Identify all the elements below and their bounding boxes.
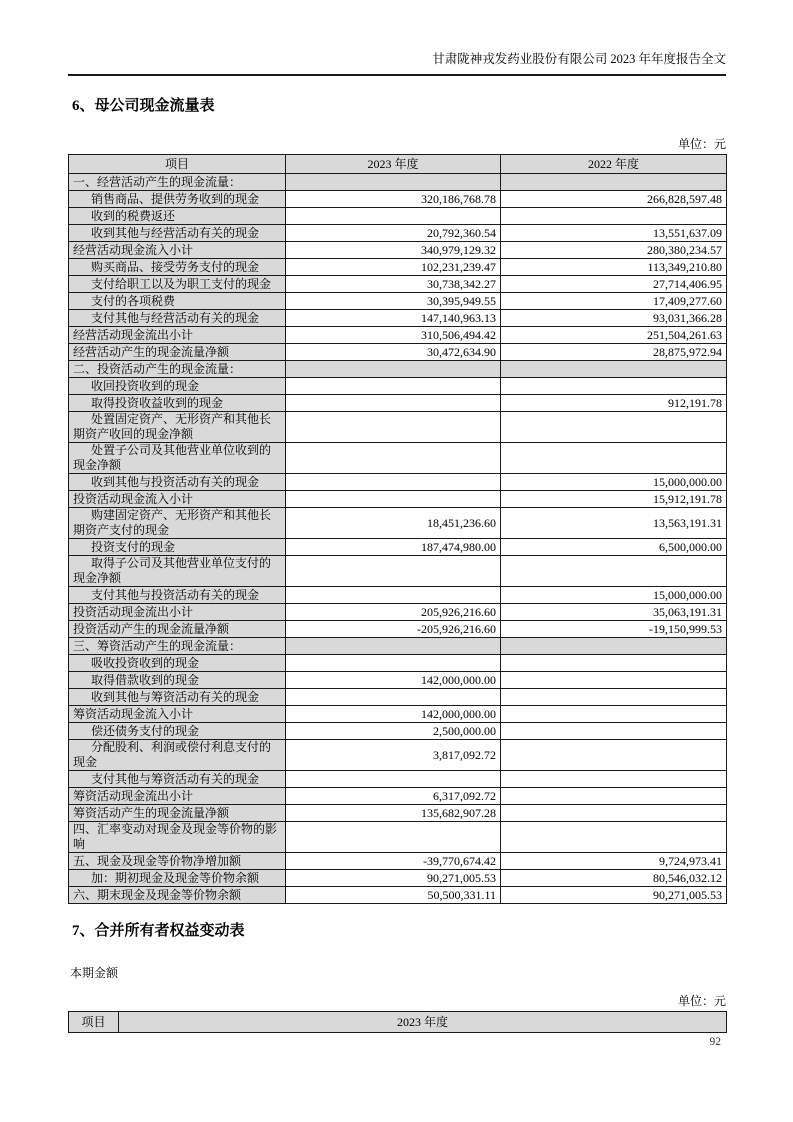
value-2022-cell <box>501 174 727 191</box>
value-2022-cell: -19,150,999.53 <box>501 621 727 638</box>
item-label-cell: 购买商品、接受劳务支付的现金 <box>69 259 286 276</box>
item-label-cell: 支付其他与投资活动有关的现金 <box>69 587 286 604</box>
section6-title: 6、母公司现金流量表 <box>72 98 215 114</box>
value-2022-cell: 15,000,000.00 <box>501 474 727 491</box>
value-2022-cell: 912,191.78 <box>501 395 727 412</box>
value-2023-cell <box>286 689 501 706</box>
value-2023-cell: 90,271,005.53 <box>286 870 501 887</box>
value-2022-cell <box>501 805 727 822</box>
table-row <box>69 225 727 242</box>
item-label-cell: 经营活动产生的现金流量净额 <box>69 344 286 361</box>
report-title: 甘肃陇神戎发药业股份有限公司 2023 年年度报告全文 <box>432 52 726 66</box>
value-2023-cell: 147,140,963.13 <box>286 310 501 327</box>
value-2022-cell: 93,031,366.28 <box>501 310 727 327</box>
table-row <box>69 672 727 689</box>
table-row <box>69 443 727 474</box>
value-2023-cell: 310,506,494.42 <box>286 327 501 344</box>
value-2022-cell <box>501 378 727 395</box>
section7-title: 7、合并所有者权益变动表 <box>72 923 245 939</box>
value-2022-cell <box>501 723 727 740</box>
value-2023-cell: 142,000,000.00 <box>286 706 501 723</box>
item-label-cell: 经营活动现金流出小计 <box>69 327 286 344</box>
item-label-cell: 三、筹资活动产生的现金流量： <box>69 638 286 655</box>
value-2022-cell: 35,063,191.31 <box>501 604 727 621</box>
item-label-cell: 处置子公司及其他营业单位收到的现金净额 <box>69 443 286 474</box>
table-row <box>69 740 727 771</box>
value-2022-cell <box>501 655 727 672</box>
value-2023-cell: 187,474,980.00 <box>286 539 501 556</box>
value-2023-cell <box>286 491 501 508</box>
item-label-cell: 一、经营活动产生的现金流量： <box>69 174 286 191</box>
item-label-cell: 投资活动产生的现金流量净额 <box>69 621 286 638</box>
value-2023-cell <box>286 378 501 395</box>
section7-unit-label: 单位：元 <box>677 994 726 1008</box>
table-row <box>69 870 727 887</box>
value-2022-cell: 13,563,191.31 <box>501 508 727 539</box>
value-2022-cell: 90,271,005.53 <box>501 887 727 904</box>
table-row <box>69 395 727 412</box>
table-row <box>69 655 727 672</box>
value-2023-cell: 340,979,129.32 <box>286 242 501 259</box>
table-row <box>69 242 727 259</box>
col-header-2022: 2022 年度 <box>501 155 727 174</box>
table-row <box>69 491 727 508</box>
value-2023-cell: 205,926,216.60 <box>286 604 501 621</box>
table-row <box>69 723 727 740</box>
value-2023-cell <box>286 174 501 191</box>
value-2022-cell <box>501 361 727 378</box>
table-row <box>69 327 727 344</box>
value-2022-cell: 27,714,406.95 <box>501 276 727 293</box>
item-label-cell: 销售商品、提供劳务收到的现金 <box>69 191 286 208</box>
item-label-cell: 投资支付的现金 <box>69 539 286 556</box>
equity-table-header-row <box>69 1012 727 1033</box>
value-2023-cell: -205,926,216.60 <box>286 621 501 638</box>
item-label-cell: 取得子公司及其他营业单位支付的现金净额 <box>69 556 286 587</box>
page-content <box>68 96 726 1033</box>
item-label-cell: 收到的税费返还 <box>69 208 286 225</box>
value-2022-cell: 280,380,234.57 <box>501 242 727 259</box>
value-2023-cell: 320,186,768.78 <box>286 191 501 208</box>
value-2023-cell: 20,792,360.54 <box>286 225 501 242</box>
cashflow-table-header-row <box>69 155 727 174</box>
value-2023-cell <box>286 208 501 225</box>
value-2022-cell: 9,724,973.41 <box>501 853 727 870</box>
item-label-cell: 六、期末现金及现金等价物余额 <box>69 887 286 904</box>
item-label-cell: 五、现金及现金等价物净增加额 <box>69 853 286 870</box>
value-2023-cell <box>286 587 501 604</box>
value-2022-cell: 251,504,261.63 <box>501 327 727 344</box>
item-label-cell: 支付给职工以及为职工支付的现金 <box>69 276 286 293</box>
table-row <box>69 556 727 587</box>
item-label-cell: 购建固定资产、无形资产和其他长期资产支付的现金 <box>69 508 286 539</box>
table-row <box>69 208 727 225</box>
value-2023-cell: 2,500,000.00 <box>286 723 501 740</box>
value-2022-cell <box>501 771 727 788</box>
section7-subtitle: 本期金额 <box>70 966 119 980</box>
value-2022-cell: 15,000,000.00 <box>501 587 727 604</box>
item-label-cell: 投资活动现金流入小计 <box>69 491 286 508</box>
table-row <box>69 887 727 904</box>
page-number: 92 <box>709 1036 721 1048</box>
equity-col-header-item: 项目 <box>69 1012 119 1033</box>
value-2023-cell <box>286 638 501 655</box>
table-row <box>69 689 727 706</box>
value-2022-cell: 28,875,972.94 <box>501 344 727 361</box>
value-2022-cell: 266,828,597.48 <box>501 191 727 208</box>
value-2023-cell: -39,770,674.42 <box>286 853 501 870</box>
value-2022-cell: 6,500,000.00 <box>501 539 727 556</box>
table-row <box>69 412 727 443</box>
col-header-item: 项目 <box>69 155 286 174</box>
table-row <box>69 293 727 310</box>
value-2023-cell: 6,317,092.72 <box>286 788 501 805</box>
table-row <box>69 771 727 788</box>
running-header <box>68 48 726 76</box>
value-2022-cell <box>501 672 727 689</box>
value-2023-cell <box>286 412 501 443</box>
item-label-cell: 吸收投资收到的现金 <box>69 655 286 672</box>
table-row <box>69 474 727 491</box>
table-row <box>69 638 727 655</box>
value-2022-cell: 17,409,277.60 <box>501 293 727 310</box>
value-2023-cell <box>286 443 501 474</box>
value-2022-cell <box>501 638 727 655</box>
table-row <box>69 853 727 870</box>
item-label-cell: 二、投资活动产生的现金流量： <box>69 361 286 378</box>
value-2023-cell <box>286 655 501 672</box>
table-row <box>69 276 727 293</box>
item-label-cell: 投资活动现金流出小计 <box>69 604 286 621</box>
value-2022-cell <box>501 788 727 805</box>
value-2023-cell <box>286 395 501 412</box>
value-2022-cell <box>501 208 727 225</box>
item-label-cell: 收到其他与经营活动有关的现金 <box>69 225 286 242</box>
section6-unit-label: 单位：元 <box>677 137 726 151</box>
item-label-cell: 处置固定资产、无形资产和其他长期资产收回的现金净额 <box>69 412 286 443</box>
table-row <box>69 191 727 208</box>
value-2022-cell <box>501 443 727 474</box>
col-header-2023: 2023 年度 <box>286 155 501 174</box>
item-label-cell: 取得借款收到的现金 <box>69 672 286 689</box>
value-2023-cell: 135,682,907.28 <box>286 805 501 822</box>
value-2023-cell <box>286 822 501 853</box>
value-2022-cell <box>501 822 727 853</box>
item-label-cell: 加：期初现金及现金等价物余额 <box>69 870 286 887</box>
item-label-cell: 支付其他与筹资活动有关的现金 <box>69 771 286 788</box>
value-2023-cell <box>286 474 501 491</box>
item-label-cell: 分配股利、利润或偿付利息支付的现金 <box>69 740 286 771</box>
equity-table <box>68 1011 727 1033</box>
value-2022-cell <box>501 689 727 706</box>
table-row <box>69 378 727 395</box>
value-2022-cell: 80,546,032.12 <box>501 870 727 887</box>
table-row <box>69 539 727 556</box>
item-label-cell: 收到其他与筹资活动有关的现金 <box>69 689 286 706</box>
table-row <box>69 587 727 604</box>
item-label-cell: 收到其他与投资活动有关的现金 <box>69 474 286 491</box>
value-2023-cell: 30,395,949.55 <box>286 293 501 310</box>
table-row <box>69 344 727 361</box>
value-2023-cell: 142,000,000.00 <box>286 672 501 689</box>
table-row <box>69 259 727 276</box>
item-label-cell: 取得投资收益收到的现金 <box>69 395 286 412</box>
table-row <box>69 805 727 822</box>
value-2022-cell: 113,349,210.80 <box>501 259 727 276</box>
value-2022-cell <box>501 706 727 723</box>
cashflow-table <box>68 154 727 904</box>
value-2022-cell <box>501 556 727 587</box>
value-2022-cell: 15,912,191.78 <box>501 491 727 508</box>
value-2022-cell <box>501 412 727 443</box>
table-row <box>69 361 727 378</box>
item-label-cell: 收回投资收到的现金 <box>69 378 286 395</box>
equity-col-header-2023: 2023 年度 <box>119 1012 727 1033</box>
table-row <box>69 508 727 539</box>
table-row <box>69 621 727 638</box>
table-row <box>69 788 727 805</box>
table-row <box>69 706 727 723</box>
item-label-cell: 四、汇率变动对现金及现金等价物的影响 <box>69 822 286 853</box>
value-2023-cell <box>286 771 501 788</box>
item-label-cell: 筹资活动现金流入小计 <box>69 706 286 723</box>
table-row <box>69 604 727 621</box>
item-label-cell: 经营活动现金流入小计 <box>69 242 286 259</box>
item-label-cell: 支付的各项税费 <box>69 293 286 310</box>
cashflow-table-body <box>69 174 727 904</box>
table-row <box>69 310 727 327</box>
item-label-cell: 支付其他与经营活动有关的现金 <box>69 310 286 327</box>
value-2023-cell: 30,738,342.27 <box>286 276 501 293</box>
value-2023-cell: 102,231,239.47 <box>286 259 501 276</box>
value-2022-cell: 13,551,637.09 <box>501 225 727 242</box>
table-row <box>69 822 727 853</box>
value-2023-cell <box>286 556 501 587</box>
value-2023-cell: 50,500,331.11 <box>286 887 501 904</box>
item-label-cell: 筹资活动现金流出小计 <box>69 788 286 805</box>
item-label-cell: 筹资活动产生的现金流量净额 <box>69 805 286 822</box>
value-2023-cell <box>286 361 501 378</box>
value-2023-cell: 3,817,092.72 <box>286 740 501 771</box>
value-2023-cell: 18,451,236.60 <box>286 508 501 539</box>
table-row <box>69 174 727 191</box>
value-2023-cell: 30,472,634.90 <box>286 344 501 361</box>
item-label-cell: 偿还债务支付的现金 <box>69 723 286 740</box>
value-2022-cell <box>501 740 727 771</box>
